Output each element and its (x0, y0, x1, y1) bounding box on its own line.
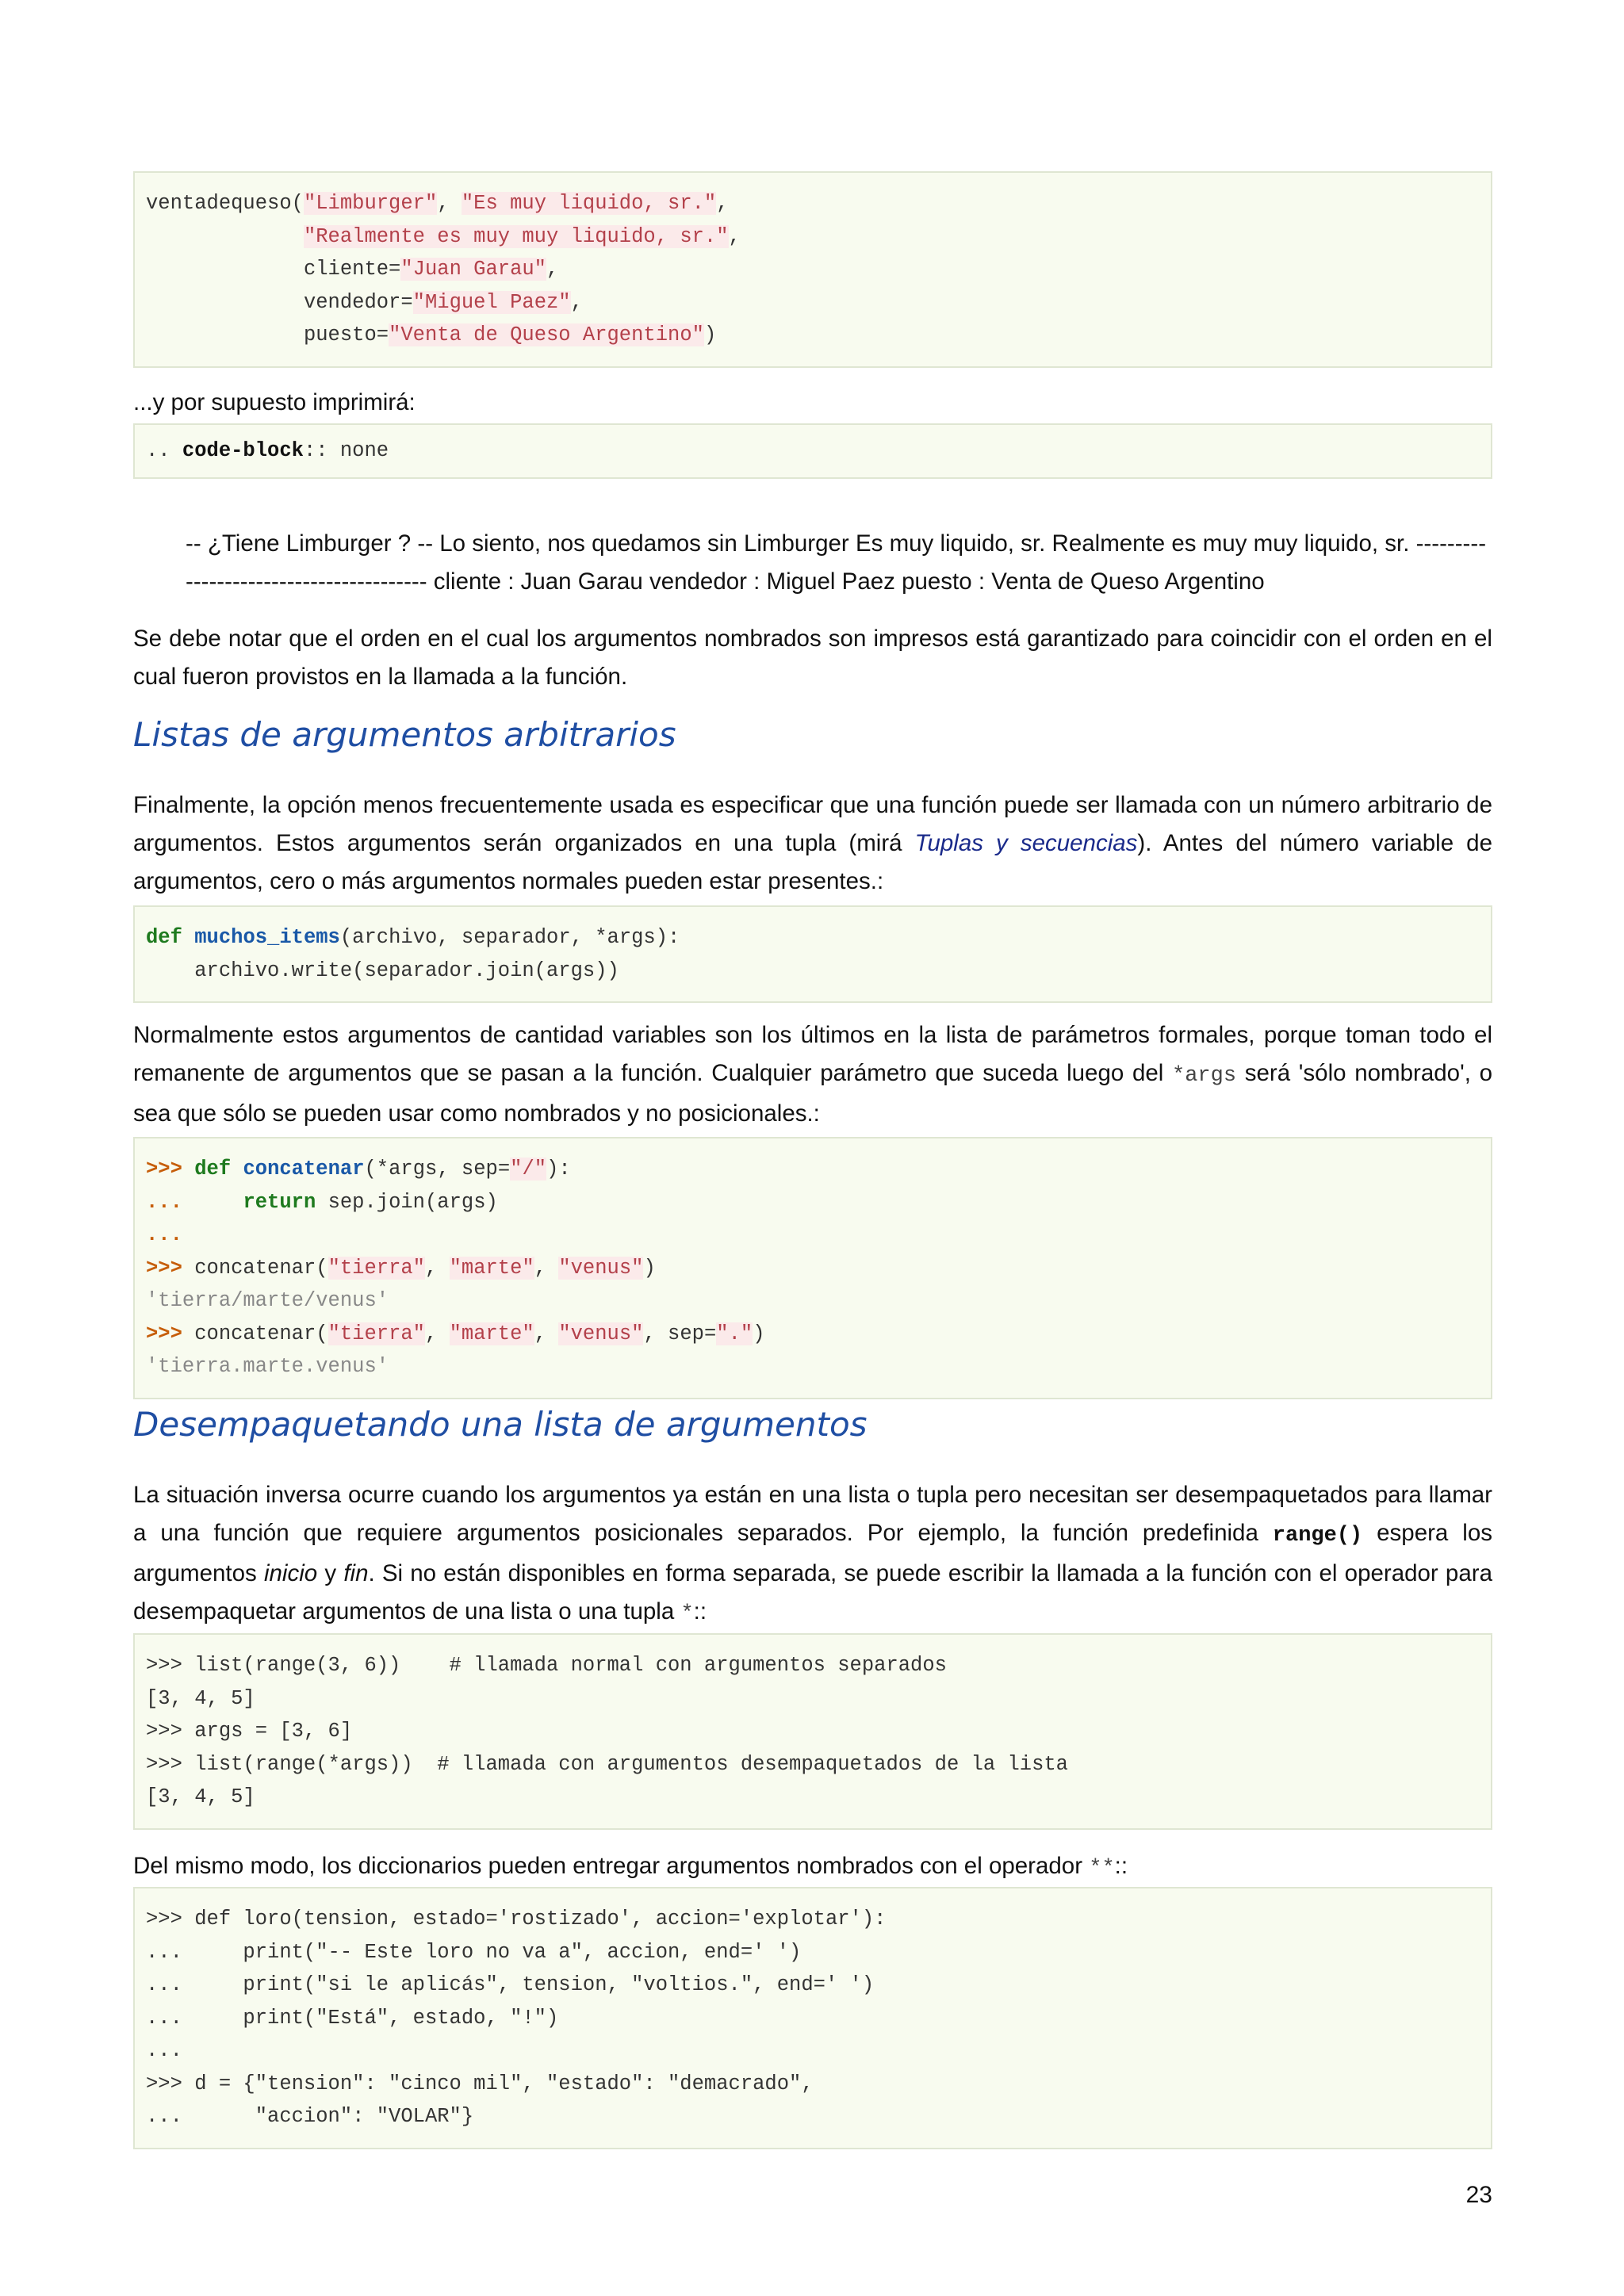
paragraph-normalmente: Normalmente estos argumentos de cantidad variables son los últimos en la lista de parámetros formales, porque toman todo el remanente de argumentos que se pasan a la función. Cualquier parámetro que suceda luego del *args será 'sólo nombrado', o sea que sólo se pueden usar como nombrados y no posicionales.: (133, 1022, 1492, 1127)
paragraph-diccionarios: Del mismo modo, los diccionarios pueden entregar argumentos nombrados con el operador **:: (133, 1853, 1128, 1881)
paragraph-orden: Se debe notar que el orden en el cual los argumentos nombrados son impresos está garantizado para coincidir con el orden en el cual fueron provistos en la llamada a la función. (133, 626, 1492, 690)
heading-listas-arbitrarios: Listas de argumentos arbitrarios (133, 715, 676, 754)
code-block-muchos-items: def muchos_items(archivo, separador, *args): archivo.write(separador.join(args)) (133, 905, 1492, 1003)
paragraph-inversa: La situación inversa ocurre cuando los argumentos ya están en una lista o tupla pero necesitan ser desempaquetados para llamar a una función que requiere argumentos posicionales separados. Por ejemplo, la función predefinida range() espera los argumentos inicio y fin. Si no están disponibles en forma separada, se puede escribir la llamada a la función con el operador para desempaquetar argumentos de una lista o una tupla *:: (133, 1482, 1492, 1626)
code-block-ventadequeso: ventadequeso("Limburger", "Es muy liquido, sr.", "Realmente es muy muy liquido, sr.", cliente="Juan Garau", vendedor="Miguel Paez", puesto="Venta de Queso Argentino") (133, 171, 1492, 368)
link-tuplas-secuencias[interactable]: Tuplas y secuencias (914, 830, 1138, 856)
paragraph-finalmente: Finalmente, la opción menos frecuentemente usada es especificar que una función puede ser llamada con un número arbitrario de argumentos. Estos argumentos serán organizados en una tupla (mirá Tuplas y secuencias). Antes del número variable de argumentos, cero o más argumentos normales pueden estar presentes.: (133, 792, 1492, 894)
blockquote-output: -- ¿Tiene Limburger ? -- Lo siento, nos quedamos sin Limburger Es muy liquido, sr. Realmente es muy muy liquido, sr. ---------------------------------------- cliente : Juan Garau vendedor : Miguel Paez puesto : Venta de Queso Argentino (186, 530, 1487, 595)
code-block-range: >>> list(range(3, 6)) # llamada normal con argumentos separados [3, 4, 5] >>> args = [3, 6] >>> list(range(*args)) # llamada con argumentos desempaquetados de la lista [3, 4, 5] (133, 1633, 1492, 1830)
code-block-loro: >>> def loro(tension, estado='rostizado', accion='explotar'): ... print("-- Este loro no va a", accion, end=' ') ... print("si le aplicás", tension, "voltios.", end=' ') ... print("Está", estado, "!") ... >>> d = {"tension": "cinco mil", "estado": "demacrado", ... "accion": "VOLAR"} (133, 1887, 1492, 2149)
code-block-concatenar: >>> def concatenar(*args, sep="/"): ... return sep.join(args) ... >>> concatenar("tierra", "marte", "venus") 'tierra/marte/venus' >>> concatenar("tierra", "marte", "venus", sep=".") 'tierra.marte.venus' (133, 1137, 1492, 1399)
paragraph-imprimira: ...y por supuesto imprimirá: (133, 389, 416, 415)
heading-desempaquetando: Desempaquetando una lista de argumentos (133, 1405, 868, 1444)
page-number: 23 (1465, 2182, 1492, 2208)
code-block-directive: .. code-block:: none (133, 423, 1492, 479)
